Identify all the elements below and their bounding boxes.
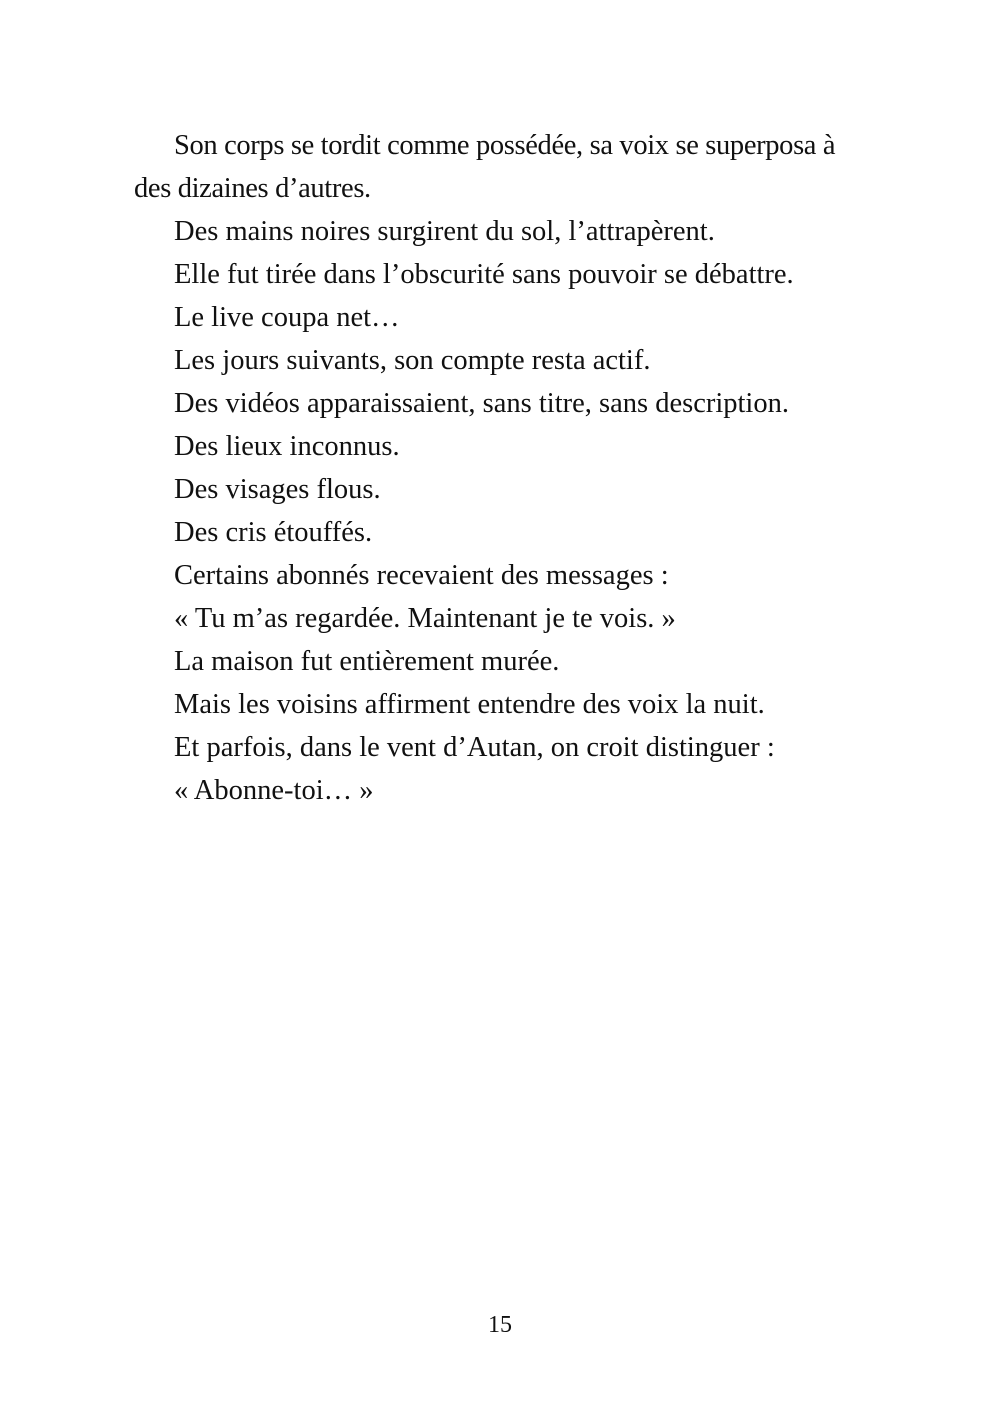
paragraph: Des lieux inconnus. xyxy=(174,431,400,462)
body-text xyxy=(134,124,874,812)
paragraph: Des cris étouffés. xyxy=(174,517,373,548)
paragraph: Des visages flous. xyxy=(174,474,381,505)
page-number: 15 xyxy=(488,1312,512,1338)
paragraph: Et parfois, dans le vent d’Autan, on croit distinguer : xyxy=(174,732,775,763)
paragraph: « Tu m’as regardée. Maintenant je te vois. » xyxy=(174,603,676,634)
paragraph: « Abonne-toi… » xyxy=(174,775,374,806)
paragraph: Elle fut tirée dans l’obscurité sans pouvoir se débattre. xyxy=(174,259,794,290)
paragraph: Le live coupa net… xyxy=(174,302,400,333)
paragraph: Des mains noires surgirent du sol, l’attrapèrent. xyxy=(174,216,715,247)
paragraph: Les jours suivants, son compte resta actif. xyxy=(174,345,651,376)
paragraph: Des vidéos apparaissaient, sans titre, sans description. xyxy=(174,388,789,419)
paragraph: Son corps se tordit comme possédée, sa voix se superposa à des dizaines d’autres. xyxy=(134,130,836,204)
paragraph: Mais les voisins affirment entendre des voix la nuit. xyxy=(174,689,765,720)
paragraph: Certains abonnés recevaient des messages : xyxy=(174,560,669,591)
paragraph: La maison fut entièrement murée. xyxy=(174,646,560,677)
